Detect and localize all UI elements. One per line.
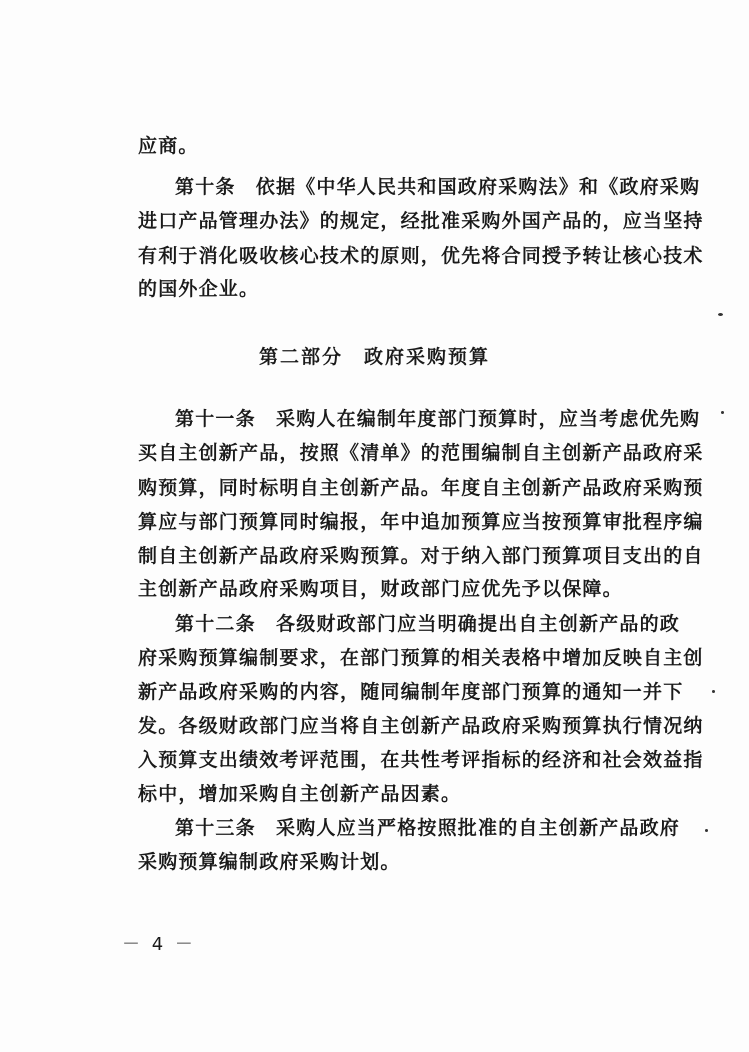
- text-line: 的国外企业。: [138, 278, 260, 300]
- text-line: 发。各级财政部门应当将自主创新产品政府采购预算执行情况纳: [138, 715, 704, 737]
- text-line: 第十二条 各级财政部门应当明确提出自主创新产品的政: [175, 613, 681, 635]
- section-heading: 第二部分 政府采购预算: [258, 346, 490, 368]
- text-line: 应商。: [138, 135, 199, 157]
- scan-speck: [705, 829, 708, 832]
- text-line: 有利于消化吸收核心技术的原则，优先将合同授予转让核心技术: [138, 245, 704, 267]
- text-line: 第十条 依据《中华人民共和国政府采购法》和《政府采购: [175, 176, 701, 198]
- text-line: 新产品政府采购的内容，随同编制年度部门预算的通知一并下: [138, 681, 684, 703]
- text-line: 算应与部门预算同时编报，年中追加预算应当按预算审批程序编: [138, 511, 704, 533]
- text-line: 购预算，同时标明自主创新产品。年度自主创新产品政府采购预: [138, 477, 704, 499]
- page-number: － 4 －: [122, 934, 196, 955]
- scan-speck: [721, 411, 724, 414]
- text-line: 第十三条 采购人应当严格按照批准的自主创新产品政府: [175, 817, 681, 839]
- text-line: 买自主创新产品，按照《清单》的范围编制自主创新产品政府采: [138, 442, 704, 464]
- text-line: 入预算支出绩效考评范围，在共性考评指标的经济和社会效益指: [138, 749, 704, 771]
- text-line: 进口产品管理办法》的规定，经批准采购外国产品的，应当坚持: [138, 210, 704, 232]
- text-line: 府采购预算编制要求，在部门预算的相关表格中增加反映自主创: [138, 647, 704, 669]
- scan-speck: [712, 690, 715, 693]
- text-line: 采购预算编制政府采购计划。: [138, 851, 401, 873]
- text-line: 主创新产品政府采购项目，财政部门应优先予以保障。: [138, 578, 623, 600]
- scan-speck: [718, 313, 723, 316]
- text-line: 制自主创新产品政府采购预算。对于纳入部门预算项目支出的自: [138, 545, 704, 567]
- text-line: 标中，增加采购自主创新产品因素。: [138, 783, 462, 805]
- text-line: 第十一条 采购人在编制年度部门预算时，应当考虑优先购: [175, 408, 701, 430]
